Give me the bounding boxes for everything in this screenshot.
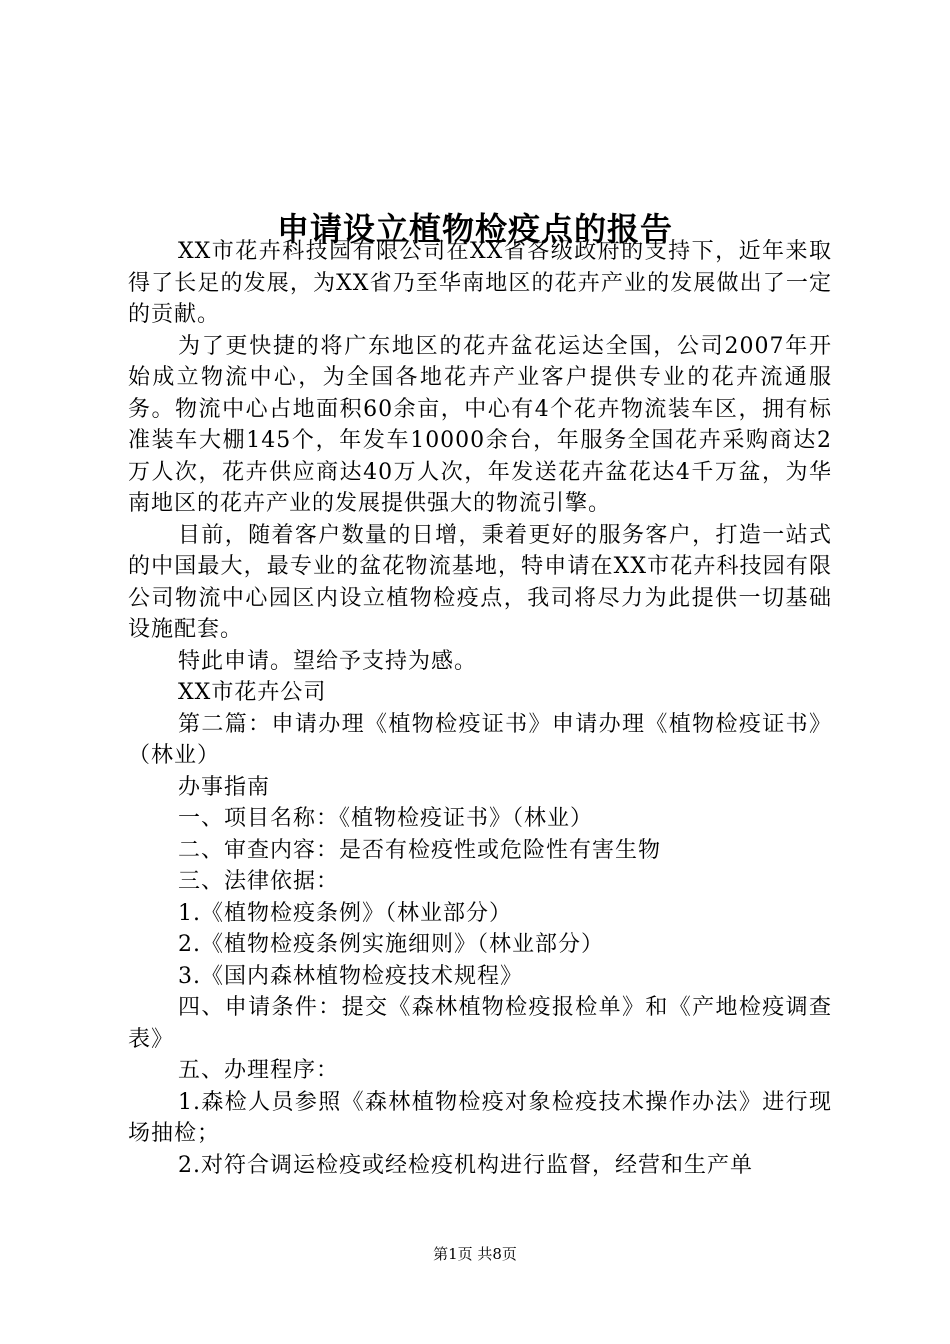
document-title: 申请设立植物检疫点的报告 — [276, 210, 673, 249]
paragraph-legal-basis: 三、法律依据： — [178, 869, 340, 894]
document-body — [128, 236, 832, 1181]
paragraph-law-3: 3.《国内森林植物检疫技术规程》 — [178, 963, 523, 989]
page-footer: 第1页 共8页 — [433, 1245, 517, 1263]
paragraph-step-1: 1.森检人员参照《森林植物检疫对象检疫技术操作办法》进行现场抽检； — [128, 1089, 832, 1146]
paragraph-law-2: 2.《植物检疫条例实施细则》（林业部分） — [178, 932, 604, 957]
paragraph-second-title: 第二篇：申请办理《植物检疫证书》申请办理《植物检疫证书》（林业） — [128, 711, 832, 768]
paragraph-intro: XX市花卉科技园有限公司在XX省各级政府的支持下，近年来取得了长足的发展，为XX省乃至华南地区的花卉产业的发展做出了一定的贡献。 — [128, 239, 832, 327]
paragraph-logistics: 为了更快捷的将广东地区的花卉盆花运达全国，公司2007年开始成立物流中心，为全国各地花卉产业客户提供专业的花卉流通服务。物流中心占地面积60余亩，中心有4个花卉物流装车区，拥有标准装车大棚145个，年发车10000余台，年服务全国花卉采购商达2万人次，花卉供应商达40万人次，年发送花卉盆花达4千万盆，为华南地区的花卉产业的发展提供强大的物流引擎。 — [128, 333, 832, 516]
paragraph-review-content: 二、审查内容：是否有检疫性或危险性有害生物 — [178, 837, 662, 863]
paragraph-item-name: 一、项目名称：《植物检疫证书》（林业） — [178, 806, 594, 831]
paragraph-step-2: 2.对符合调运检疫或经检疫机构进行监督，经营和生产单 — [178, 1152, 753, 1178]
paragraph-guide: 办事指南 — [178, 774, 271, 800]
paragraph-conditions: 四、申请条件：提交《森林植物检疫报检单》和《产地检疫调查表》 — [128, 995, 832, 1052]
paragraph-procedure: 五、办理程序： — [178, 1058, 340, 1083]
paragraph-law-1: 1.《植物检疫条例》（林业部分） — [178, 900, 512, 926]
paragraph-signature: XX市花卉公司 — [178, 680, 327, 705]
paragraph-closing: 特此申请。望给予支持为感。 — [178, 648, 478, 674]
paragraph-request: 目前，随着客户数量的日增，秉着更好的服务客户，打造一站式的中国最大，最专业的盆花物流基地，特申请在XX市花卉科技园有限公司物流中心园区内设立植物检疫点，我司将尽力为此提供一切基础设施配套。 — [128, 522, 832, 642]
